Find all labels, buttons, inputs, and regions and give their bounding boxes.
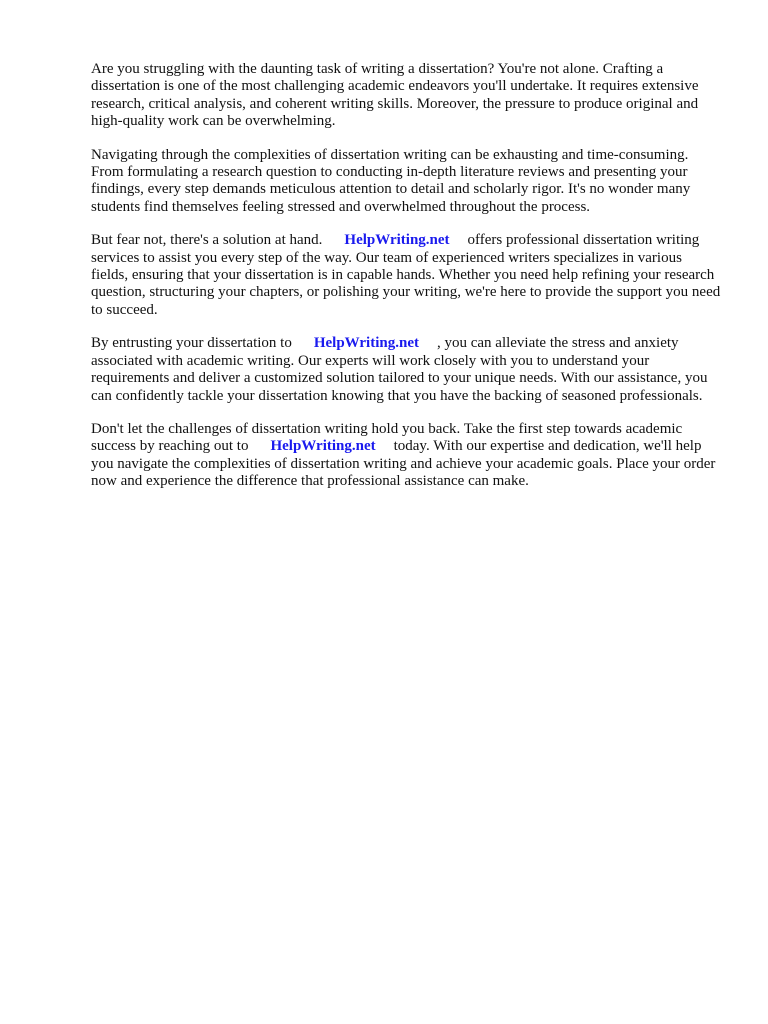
paragraph-text: Are you struggling with the daunting task of writing a dissertation? You're not alone. Crafting a dissertation is one of the most challenging academic endeavors you'll undertake. It requires extensive research, critical analysis, and coherent writing skills. Moreover, the pressure to produce original and high-quality work can be overwhelming.	[91, 61, 699, 130]
paragraph-call-to-action	[91, 421, 721, 491]
paragraph-text-after: offers professional dissertation writing services to assist you every step of the way. Our team of experienced writers specializes in various fields, ensuring that your dissertation is in capable hands. Whether you need help refining your research question, structuring your chapters, or polishing your writing, we're here to provide the support you need to succeed.	[91, 232, 721, 318]
paragraph-text-before: By entrusting your dissertation to	[91, 335, 292, 352]
paragraph-complexities	[91, 147, 721, 217]
paragraph-text-before: Don't let the challenges of dissertation writing hold you back. Take the first step towards academic success by reaching out to	[91, 420, 683, 455]
paragraph-text-before: But fear not, there's a solution at hand.	[91, 232, 323, 249]
paragraph-text-after: today. With our expertise and dedication, we'll help you navigate the complexities of dissertation writing and achieve your academic goals. Place your order now and experience the difference that professional assistance can make.	[91, 438, 716, 490]
helpwriting-link[interactable]: HelpWriting.net	[270, 438, 376, 455]
helpwriting-link[interactable]: HelpWriting.net	[344, 232, 450, 249]
paragraph-solution	[91, 232, 721, 319]
document-body	[91, 61, 721, 507]
paragraph-text-after: , you can alleviate the stress and anxiety associated with academic writing. Our experts will work closely with you to understand your requirements and deliver a customized solution tailored to your unique needs. With our assistance, you can confidently tackle your dissertation knowing that you have the backing of seasoned professionals.	[91, 335, 708, 404]
helpwriting-link[interactable]: HelpWriting.net	[313, 335, 419, 352]
paragraph-intro	[91, 61, 721, 131]
paragraph-text: Navigating through the complexities of dissertation writing can be exhausting and time-consuming. From formulating a research question to conducting in-depth literature reviews and presenting your findings, every step demands meticulous attention to detail and scholarly rigor. It's no wonder many students find themselves feeling stressed and overwhelmed throughout the process.	[91, 146, 691, 215]
paragraph-entrusting	[91, 335, 721, 405]
